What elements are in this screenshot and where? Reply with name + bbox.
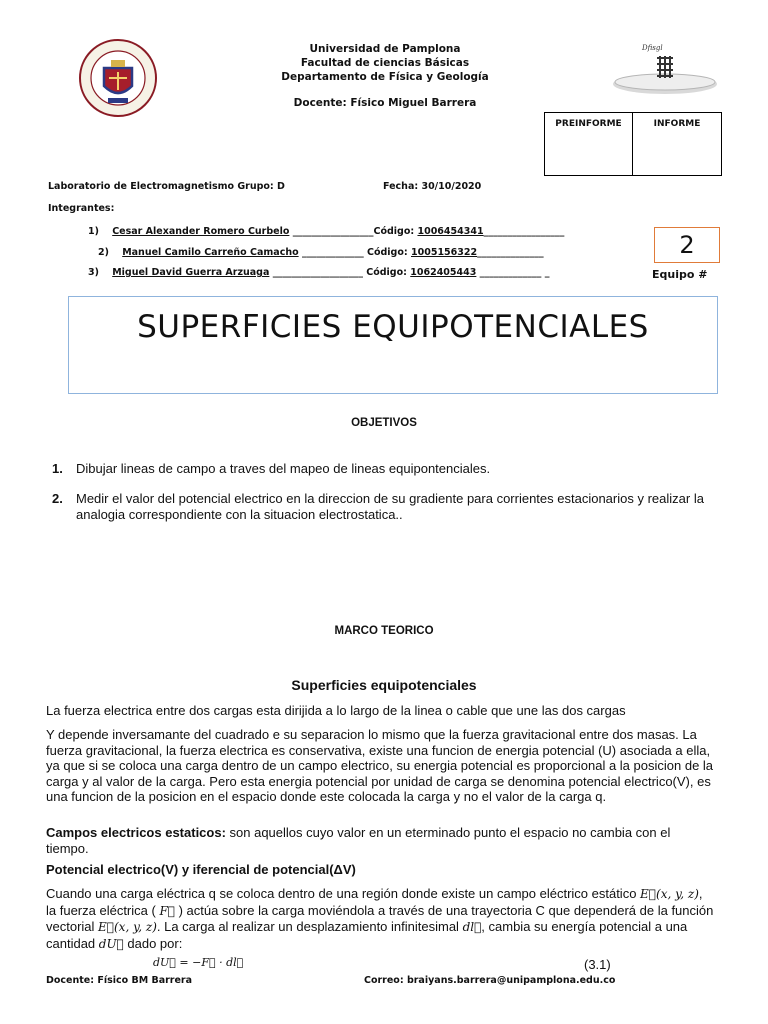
math-force: F⃗ <box>159 903 175 918</box>
members-label: Integrantes: <box>48 203 115 214</box>
member-name: Cesar Alexander Romero Curbelo <box>112 226 290 237</box>
footer-teacher: Docente: Físico BM Barrera <box>46 975 193 986</box>
informe-label: INFORME <box>653 119 701 129</box>
objective-text: Dibujar lineas de campo a traves del mapeo de lineas equipontenciales. <box>76 461 491 476</box>
member-line: ___________________ <box>272 267 363 278</box>
paragraph-3 <box>46 825 714 856</box>
text-run: , cambia su energía potencial a una cantidad <box>46 919 688 951</box>
member-tail: ______________ <box>477 247 544 258</box>
objectives-heading: OBJETIVOS <box>351 417 417 429</box>
static-fields-term: Campos electricos estaticos: <box>46 825 226 840</box>
objective-number: 2. <box>52 491 63 506</box>
department-logo <box>610 40 720 100</box>
paragraph-2: Y depende inversamante del cuadrado e su separacion lo mismo que la fuerza gravitacional entre dos masas. La fuerza gravitacional, la fuerza electrica es conservativa, existe una funcion de energia potencial (U) asociada a ella, ya que si se coloca una carga dentro de un campo electrico, su energia potencial es proporcional a la posicion de la carga y al valor de la carga. Pero esta energia potencial por unidad de carga se denomina potencial electrico(V), es una funcion de la posicion en el espacio donde este colocada la carga y no el valor de la carga q. <box>46 727 714 804</box>
math-dl: dl⃗ <box>462 920 482 934</box>
lab-date: Fecha: 30/10/2020 <box>383 181 482 192</box>
member-row <box>88 226 564 237</box>
paragraph-5 <box>46 886 714 952</box>
text-run: dado por: <box>123 935 183 951</box>
member-code: 1005156322 <box>411 247 478 258</box>
lab-title: Laboratorio de Electromagnetismo Grupo: D <box>48 181 285 192</box>
static-fields-text: son aquellos cuyo valor en un eterminado punto el espacio no cambia con el tiempo. <box>46 825 671 856</box>
objective-item <box>52 461 732 477</box>
grading-table <box>544 112 722 176</box>
teacher-name: Docente: Físico Miguel Barrera <box>293 97 477 109</box>
objective-number: 1. <box>52 461 63 476</box>
university-seal <box>78 38 158 118</box>
member-row <box>88 267 549 278</box>
preinforme-label: PREINFORME <box>555 119 622 129</box>
member-name: Miguel David Guerra Arzuaga <box>112 267 270 278</box>
title-box <box>68 296 718 394</box>
theory-subheading: Superficies equipotenciales <box>291 677 477 693</box>
member-code-label: Código: <box>373 226 415 237</box>
member-code-label: Código: <box>367 247 408 258</box>
math-e-field: E⃗(x, y, z) <box>98 920 157 934</box>
equation-number: (3.1) <box>584 957 611 972</box>
potential-heading: Potencial electrico(V) y iferencial de potencial(ΔV) <box>46 862 356 877</box>
team-number-box <box>654 227 720 263</box>
member-number: 2) <box>98 247 109 258</box>
member-row <box>98 247 544 258</box>
objective-text: Medir el valor del potencial electrico en la direccion de su gradiente para corrientes estacionarios y realizar la analogia correspondiente con la situacion electrostatica.. <box>76 491 704 522</box>
member-tail: _____________ _ <box>479 267 550 278</box>
member-tail: _________________ <box>483 226 565 237</box>
text-run: , la fuerza eléctrica ( <box>46 886 703 918</box>
department-name: Departamento de Física y Geología <box>281 71 489 83</box>
footer-email: Correo: braiyans.barrera@unipamplona.edu.co <box>364 975 616 986</box>
university-name: Universidad de Pamplona <box>309 43 461 55</box>
member-line: _____________ <box>301 247 364 258</box>
member-code: 1006454341 <box>417 226 484 237</box>
member-code: 1062405443 <box>410 267 477 278</box>
team-number: 2 <box>679 231 695 259</box>
paragraph-1: La fuerza electrica entre dos cargas esta dirijida a lo largo de la linea o cable que une las dos cargas <box>46 703 626 718</box>
math-e-field: E⃗(x, y, z) <box>640 887 699 901</box>
equation: dU⃗ = −F⃗ · dl⃗ <box>153 956 244 969</box>
text-run: ) actúa sobre la carga moviéndola a través de una trayectoria C que dependerá de la función vectorial <box>46 902 714 934</box>
math-du: dU⃗ <box>98 936 124 951</box>
member-name: Manuel Camilo Carreño Camacho <box>122 247 299 258</box>
team-label: Equipo # <box>652 268 708 281</box>
logo-text: Dfisgl <box>642 44 663 52</box>
objective-item <box>52 491 732 522</box>
member-line: _________________ <box>292 226 374 237</box>
faculty-name: Facultad de ciencias Básicas <box>300 57 470 69</box>
member-code-label: Código: <box>366 267 407 278</box>
page-title: SUPERFICIES EQUIPOTENCIALES <box>137 309 649 345</box>
theory-heading: MARCO TEORICO <box>334 625 434 637</box>
text-run: Cuando una carga eléctrica q se coloca dentro de una región donde existe un campo eléctrico estático <box>46 886 641 901</box>
member-number: 3) <box>88 267 99 278</box>
text-run: . La carga al realizar un desplazamiento infinitesimal <box>156 919 463 934</box>
member-number: 1) <box>88 226 99 237</box>
